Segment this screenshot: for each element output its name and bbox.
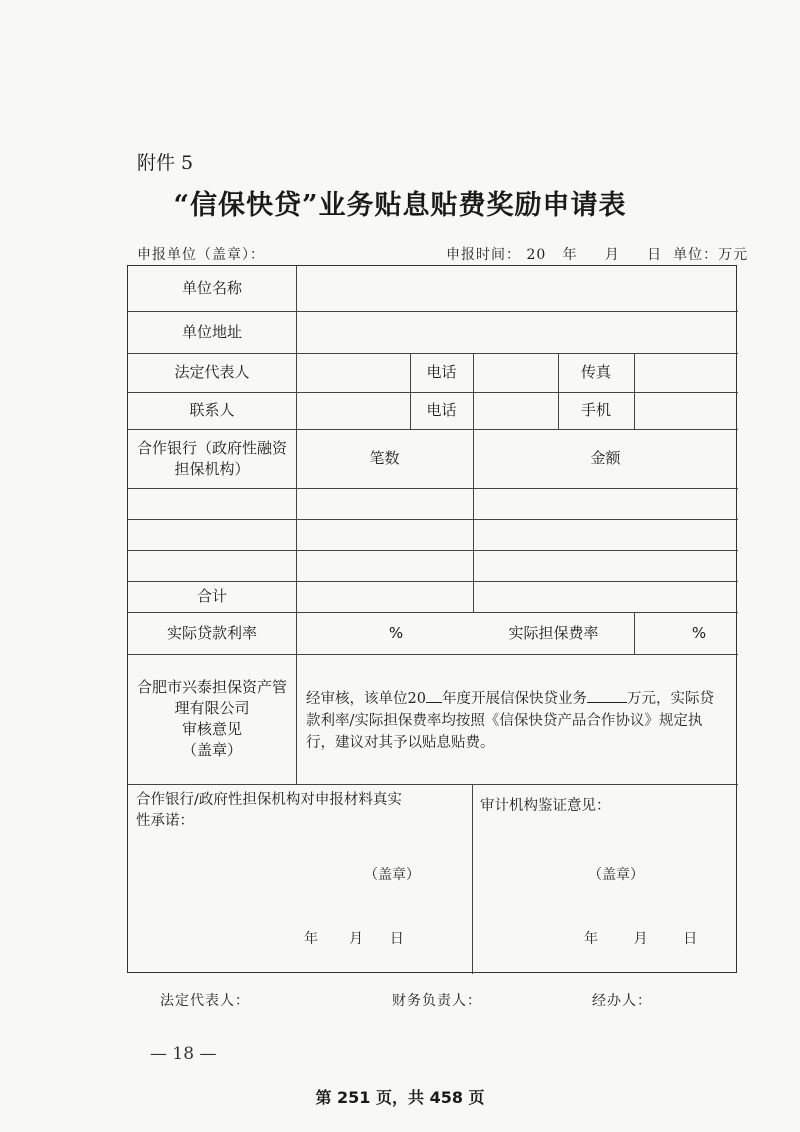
date-left xyxy=(304,928,404,948)
month-char: 月 xyxy=(604,247,620,263)
review-text-c: 万元，实际贷款利率/实际担保费率均按照《信保快贷产品合作协议》规定执行，建议对其予以贴息贴费。 xyxy=(306,691,714,751)
guarantee-rate-label: 实际担保费率 xyxy=(508,623,599,642)
application-table xyxy=(127,265,737,973)
apply-time-label: 申报时间： xyxy=(446,247,521,263)
review-org: 合肥市兴泰担保资产管理有限公司 xyxy=(137,678,288,717)
unit-label: 单位：万元 xyxy=(673,247,749,263)
phone-label: 电话 xyxy=(426,363,457,381)
review-opinion-label: 审核意见 xyxy=(181,720,242,738)
mobile-label: 手机 xyxy=(580,401,611,419)
guarantee-rate-percent: % xyxy=(691,623,707,642)
contact-label: 联系人 xyxy=(189,401,235,419)
fax-label: 传真 xyxy=(580,363,611,381)
date-right-day: 日 xyxy=(683,931,698,947)
audit-label: 审计机构鉴证意见： xyxy=(480,798,611,814)
date-right-year: 年 xyxy=(584,931,598,947)
review-seal: （盖章） xyxy=(181,741,242,759)
review-org-block xyxy=(130,654,294,784)
seal-left: （盖章） xyxy=(364,867,420,883)
total-label: 合计 xyxy=(196,587,227,605)
review-text-a: 经审核，该单位 xyxy=(306,691,408,707)
page-footer: 第 251 页，共 458 页 xyxy=(315,1088,485,1107)
amount-header: 金额 xyxy=(590,449,621,467)
review-text: 经审核，该单位20 年度开展信保快贷业务 万元，实际贷款利率/实际担保费率均按照《信保快贷产品合作协议》规定执行，建议对其予以贴息贴费。 xyxy=(306,688,724,754)
commitment-label: 合作银行/政府性担保机构对申报材料真实性承诺： xyxy=(136,792,402,829)
sig-handler: 经办人： xyxy=(592,993,652,1009)
company-name-label: 单位名称 xyxy=(181,279,242,297)
year-prefix: 20 xyxy=(526,247,547,263)
legal-rep-label: 法定代表人 xyxy=(174,363,250,381)
sig-finance-head: 财务负责人： xyxy=(392,993,482,1009)
date-left-year: 年 xyxy=(304,931,318,947)
count-header: 笔数 xyxy=(369,449,400,467)
loan-rate-label: 实际贷款利率 xyxy=(166,623,257,642)
page-number: — 18 — xyxy=(150,1044,217,1064)
day-char: 日 xyxy=(647,247,663,263)
attachment-label: 附件 5 xyxy=(137,152,194,174)
amount-blank xyxy=(587,688,627,703)
review-text-b: 年度开展信保快贷业务 xyxy=(441,691,587,707)
company-address-label: 单位地址 xyxy=(181,322,242,341)
apply-time xyxy=(446,244,748,264)
date-right-month: 月 xyxy=(633,931,648,947)
year-blank xyxy=(426,688,442,703)
form-title: “信保快贷”业务贴息贴费奖励申请表 xyxy=(173,190,627,221)
date-left-day: 日 xyxy=(389,931,404,947)
date-left-month: 月 xyxy=(349,931,364,947)
date-right xyxy=(584,928,697,948)
seal-right: （盖章） xyxy=(588,867,644,883)
sig-legal-rep: 法定代表人： xyxy=(160,993,250,1009)
phone-label-2: 电话 xyxy=(426,401,457,419)
loan-rate-percent: % xyxy=(388,623,404,642)
year-char: 年 xyxy=(562,247,578,263)
bank-header: 合作银行（政府性融资担保机构） xyxy=(136,438,287,478)
applicant-label: 申报单位（盖章）： xyxy=(137,247,265,263)
